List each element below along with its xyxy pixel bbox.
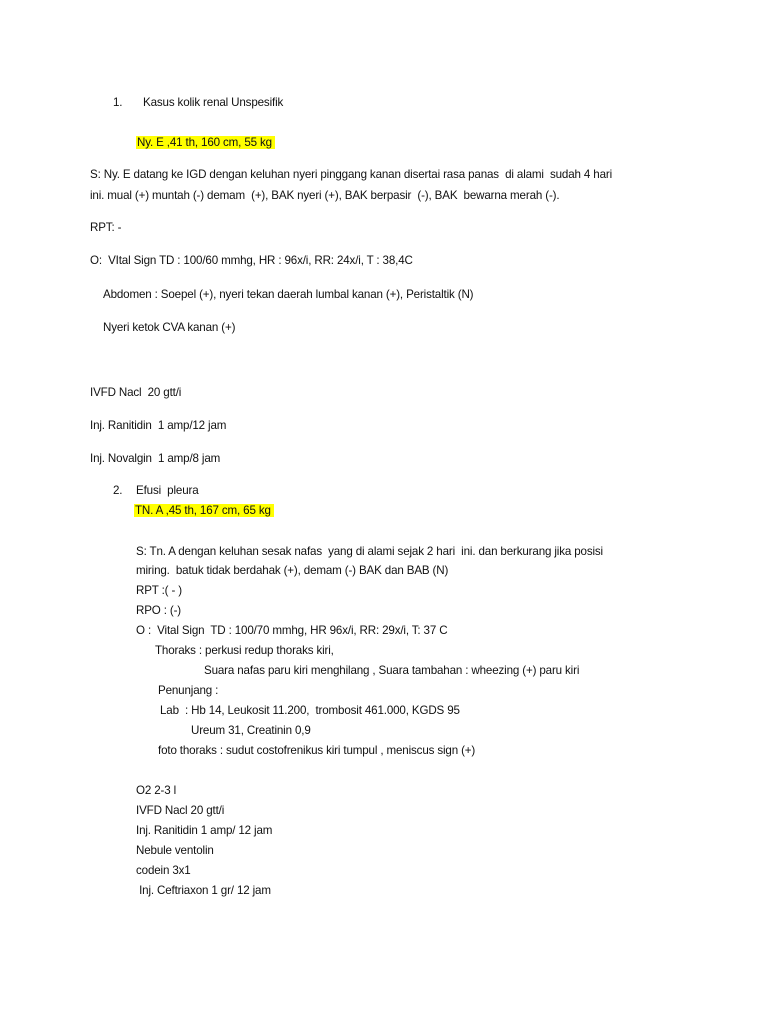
case1-rpt: RPT: - <box>90 221 122 234</box>
case2-therapy-item: Nebule ventolin <box>136 844 214 857</box>
case2-thoraks: Thoraks : perkusi redup thoraks kiri, <box>155 644 334 657</box>
case1-number: 1. <box>113 96 123 109</box>
case1-subjective-line1: S: Ny. E datang ke IGD dengan keluhan nyeri pinggang kanan disertai rasa panas di alami sudah 4 hari <box>90 168 612 181</box>
case1-subjective-line2: ini. mual (+) muntah (-) demam (+), BAK nyeri (+), BAK berpasir (-), BAK bewarna merah (-). <box>90 189 560 202</box>
case1-objective: O: VItal Sign TD : 100/60 mmhg, HR : 96x/i, RR: 24x/i, T : 38,4C <box>90 254 413 267</box>
case2-ureum: Ureum 31, Creatinin 0,9 <box>191 724 311 737</box>
case2-objective: O : Vital Sign TD : 100/70 mmhg, HR 96x/i, RR: 29x/i, T: 37 C <box>136 624 448 637</box>
case1-therapy-item: Inj. Ranitidin 1 amp/12 jam <box>90 419 227 432</box>
case2-patient-highlight: TN. A ,45 th, 167 cm, 65 kg <box>134 504 274 517</box>
case1-therapy-item: IVFD Nacl 20 gtt/i <box>90 386 182 399</box>
case2-subjective-line2: miring. batuk tidak berdahak (+), demam (-) BAK dan BAB (N) <box>136 564 449 577</box>
case1-patient-info <box>136 135 275 151</box>
case2-suara: Suara nafas paru kiri menghilang , Suara tambahan : wheezing (+) paru kiri <box>204 664 580 677</box>
case2-therapy-item: IVFD Nacl 20 gtt/i <box>136 804 225 817</box>
case2-foto-thoraks: foto thoraks : sudut costofrenikus kiri tumpul , meniscus sign (+) <box>158 744 476 757</box>
case2-therapy-item: codein 3x1 <box>136 864 191 877</box>
case2-subjective-line1: S: Tn. A dengan keluhan sesak nafas yang di alami sejak 2 hari ini. dan berkurang jika posisi <box>136 545 603 558</box>
case1-title: Kasus kolik renal Unspesifik <box>143 96 284 109</box>
case2-number: 2. <box>113 484 123 497</box>
case1-patient-highlight: Ny. E ,41 th, 160 cm, 55 kg <box>136 136 275 149</box>
case2-rpt: RPT :( - ) <box>136 584 182 597</box>
case2-rpo: RPO : (-) <box>136 604 182 617</box>
case2-penunjang: Penunjang : <box>158 684 219 697</box>
case1-abdomen: Abdomen : Soepel (+), nyeri tekan daerah lumbal kanan (+), Peristaltik (N) <box>103 288 474 301</box>
case2-therapy-item: O2 2-3 l <box>136 784 177 797</box>
case1-cva: Nyeri ketok CVA kanan (+) <box>103 321 236 334</box>
case2-therapy-item: Inj. Ranitidin 1 amp/ 12 jam <box>136 824 273 837</box>
case2-therapy-item: Inj. Ceftriaxon 1 gr/ 12 jam <box>136 884 271 897</box>
case2-patient-info <box>134 503 274 519</box>
case2-lab: Lab : Hb 14, Leukosit 11.200, trombosit 461.000, KGDS 95 <box>160 704 460 717</box>
case1-therapy-item: Inj. Novalgin 1 amp/8 jam <box>90 452 221 465</box>
case2-title: Efusi pleura <box>136 484 199 497</box>
